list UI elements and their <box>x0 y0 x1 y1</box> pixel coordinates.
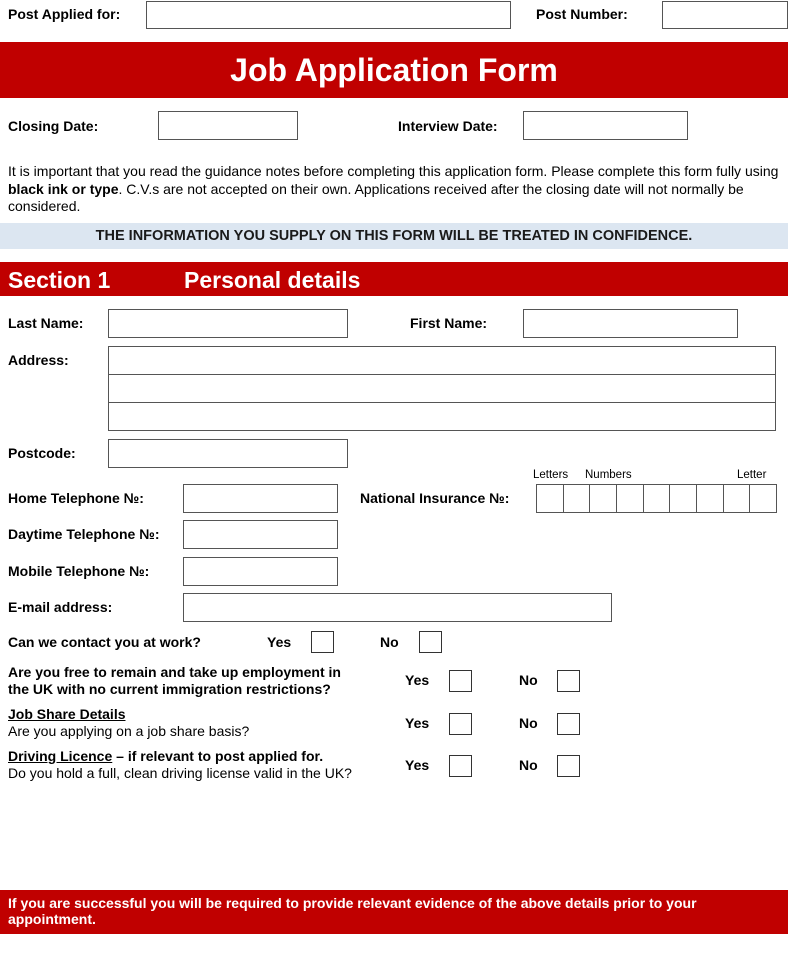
form-title: Job Application Form <box>0 42 788 98</box>
mobile-telephone-input[interactable] <box>183 557 338 586</box>
job-share-no-label: No <box>519 715 538 731</box>
driving-licence-heading-suffix: – if relevant to post applied for. <box>112 748 324 764</box>
contact-at-work-question: Can we contact you at work? <box>8 634 201 650</box>
job-share-question-text: Are you applying on a job share basis? <box>8 723 250 739</box>
contact-at-work-yes-label: Yes <box>267 634 292 650</box>
immigration-question-line-2: the UK with no current immigration restrictions? <box>8 681 331 697</box>
last-name-input[interactable] <box>108 309 348 338</box>
job-share-yes-checkbox[interactable] <box>449 713 472 735</box>
contact-at-work-yes-checkbox[interactable] <box>311 631 334 653</box>
address-line-2-input[interactable] <box>108 374 776 403</box>
immigration-yes-label: Yes <box>405 672 430 688</box>
mobile-telephone-label: Mobile Telephone №: <box>8 563 150 579</box>
ni-char-box[interactable] <box>750 485 776 512</box>
address-label: Address: <box>8 352 69 368</box>
ni-char-box[interactable] <box>537 485 564 512</box>
immigration-no-checkbox[interactable] <box>557 670 580 692</box>
first-name-label: First Name: <box>410 315 488 331</box>
guidance-text-2: . C.V.s are not accepted on their own. Applications received after the closing date will not normally be considered. <box>8 180 744 214</box>
immigration-no-label: No <box>519 672 538 688</box>
ni-char-box[interactable] <box>644 485 671 512</box>
postcode-input[interactable] <box>108 439 348 468</box>
contact-at-work-no-label: No <box>380 634 399 650</box>
home-telephone-label: Home Telephone №: <box>8 490 144 506</box>
driving-licence-yes-label: Yes <box>405 757 430 773</box>
immigration-question <box>8 664 341 698</box>
ni-char-box[interactable] <box>617 485 644 512</box>
driving-licence-heading: Driving Licence <box>8 748 113 764</box>
closing-date-input[interactable] <box>158 111 298 140</box>
post-number-input[interactable] <box>662 1 788 29</box>
driving-licence-question-text: Do you hold a full, clean driving license valid in the UK? <box>8 765 352 781</box>
driving-licence-no-label: No <box>519 757 538 773</box>
address-line-1-input[interactable] <box>108 346 776 375</box>
evidence-notice: If you are successful you will be required to provide relevant evidence of the above details prior to your appointment. <box>0 890 788 934</box>
driving-licence-yes-checkbox[interactable] <box>449 755 472 777</box>
ni-char-box[interactable] <box>564 485 591 512</box>
interview-date-label: Interview Date: <box>398 118 498 134</box>
ni-char-box[interactable] <box>724 485 751 512</box>
contact-at-work-no-checkbox[interactable] <box>419 631 442 653</box>
ni-letter-caption: Letter <box>737 469 767 481</box>
driving-licence-no-checkbox[interactable] <box>557 755 580 777</box>
email-label: E-mail address: <box>8 599 113 615</box>
closing-date-label: Closing Date: <box>8 118 99 134</box>
section-number: Section 1 <box>8 267 111 293</box>
post-applied-label: Post Applied for: <box>8 6 121 22</box>
section-header <box>0 262 788 296</box>
guidance-text-1: It is important that you read the guidance notes before completing this application form. Please complete this form fully using <box>8 163 779 179</box>
home-telephone-input[interactable] <box>183 484 338 513</box>
postcode-label: Postcode: <box>8 445 76 461</box>
job-share-heading: Job Share Details <box>8 706 126 722</box>
post-applied-input[interactable] <box>146 1 511 29</box>
national-insurance-label: National Insurance №: <box>360 490 510 506</box>
job-share-no-checkbox[interactable] <box>557 713 580 735</box>
address-line-3-input[interactable] <box>108 402 776 431</box>
guidance-paragraph <box>8 163 784 216</box>
immigration-yes-checkbox[interactable] <box>449 670 472 692</box>
ni-char-box[interactable] <box>590 485 617 512</box>
job-share-question <box>8 706 249 740</box>
guidance-bold-text: black ink or type <box>8 180 119 197</box>
email-input[interactable] <box>183 593 612 622</box>
ni-char-box[interactable] <box>670 485 697 512</box>
first-name-input[interactable] <box>523 309 738 338</box>
interview-date-input[interactable] <box>523 111 688 140</box>
confidence-banner: THE INFORMATION YOU SUPPLY ON THIS FORM WILL BE TREATED IN CONFIDENCE. <box>0 223 788 249</box>
daytime-telephone-input[interactable] <box>183 520 338 549</box>
job-share-yes-label: Yes <box>405 715 430 731</box>
daytime-telephone-label: Daytime Telephone №: <box>8 526 160 542</box>
national-insurance-boxes <box>536 484 777 513</box>
ni-numbers-caption: Numbers <box>585 469 632 481</box>
section-title: Personal details <box>184 267 361 293</box>
immigration-question-line-1: Are you free to remain and take up employment in <box>8 664 341 680</box>
last-name-label: Last Name: <box>8 315 84 331</box>
ni-letters-caption: Letters <box>533 469 569 481</box>
ni-char-box[interactable] <box>697 485 724 512</box>
driving-licence-question <box>8 748 352 782</box>
post-number-label: Post Number: <box>536 6 628 22</box>
